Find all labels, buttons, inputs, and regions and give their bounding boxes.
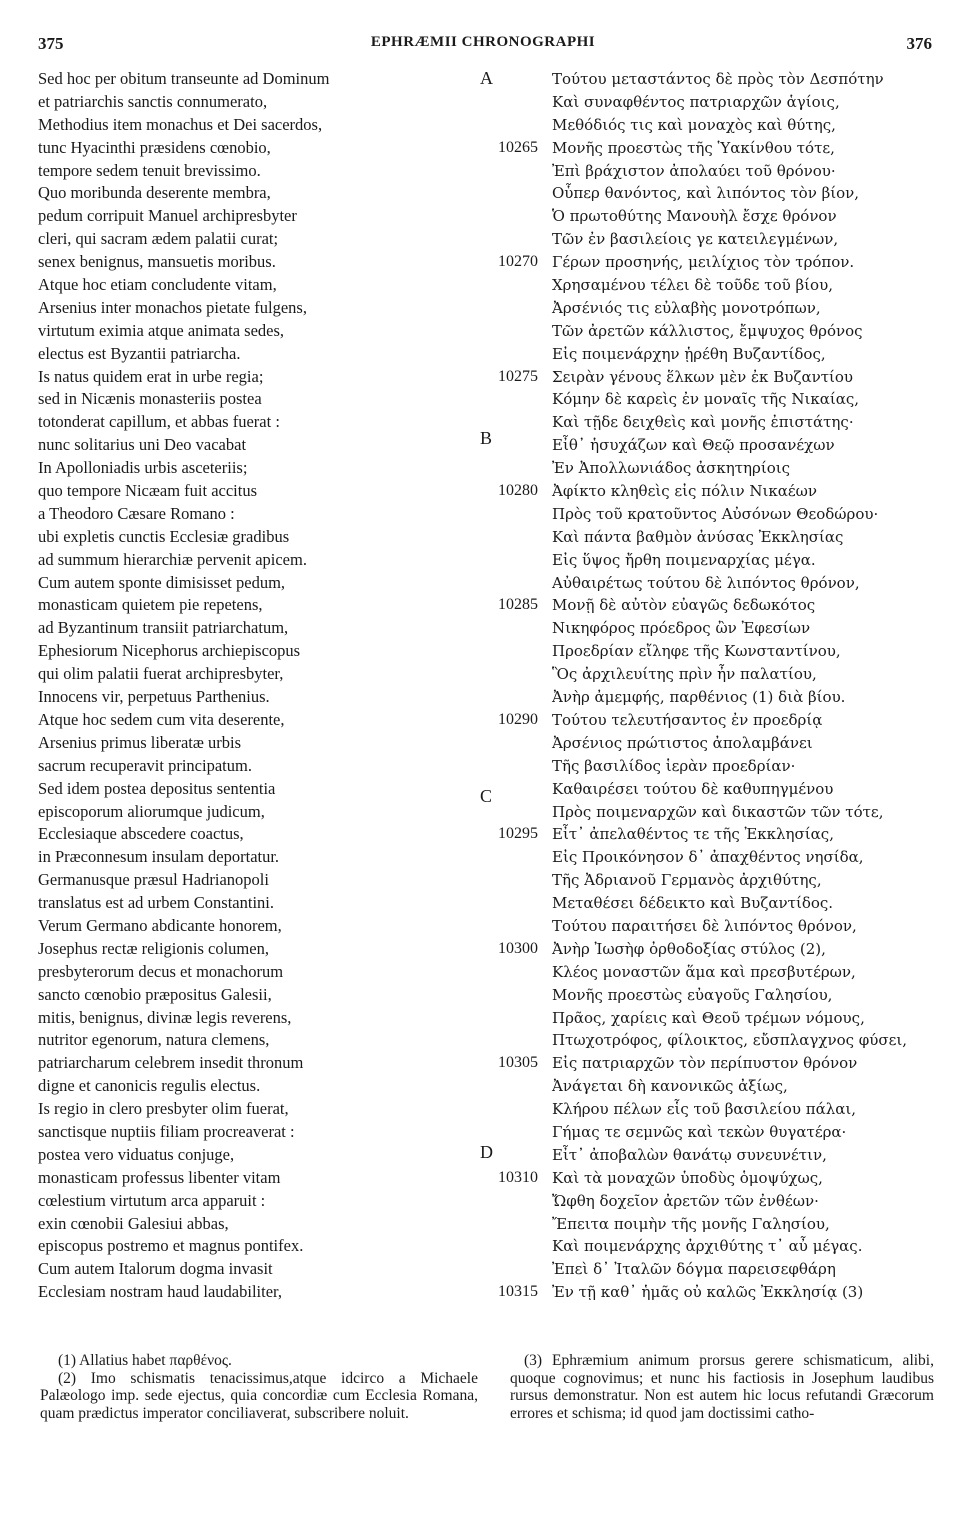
greek-verse-text: Ἐπεὶ δ᾽ Ἰταλῶν δόγμα παρεισεφθάρη — [552, 1260, 836, 1279]
latin-line: Josephus rectæ religionis columen, — [38, 938, 269, 958]
latin-line: translatus est ad urbem Constantini. — [38, 893, 275, 913]
greek-verse-text: Χρησαμένου τέλει δὲ τοῦδε τοῦ βίου, — [552, 276, 833, 295]
latin-line: Verum Germano abdicante honorem, — [38, 915, 282, 935]
latin-line: sed in Nicænis monasteriis postea — [38, 389, 262, 409]
section-marker-a: A — [480, 68, 493, 88]
running-title: EPHRÆMII CHRONOGRAPHI — [370, 34, 596, 50]
greek-line — [490, 938, 930, 961]
latin-line: Arsenius inter monachos pietate fulgens, — [38, 297, 307, 317]
latin-line: Methodius item monachus et Dei sacerdos, — [38, 114, 323, 134]
greek-verse-text: Προεδρίαν εἴληφε τῆς Κωνσταντίνου, — [552, 642, 841, 661]
greek-verse-text: Ὃς ἀρχιλευίτης πρὶν ἦν παλατίου, — [552, 665, 817, 684]
verse-number: 10280 — [498, 482, 538, 500]
greek-line — [490, 205, 930, 228]
latin-line: sanctisque nuptiis filiam procreaverat : — [38, 1121, 295, 1141]
verse-number: 10270 — [498, 253, 538, 271]
greek-verse-text: Πρὸς τοῦ κρατοῦντος Αὐσόνων Θεοδώρου· — [552, 504, 879, 523]
greek-verse-text: Κλέος μοναστῶν ἅμα καὶ πρεσβυτέρων, — [552, 962, 856, 981]
greek-verse-text: Πρὸς ποιμεναρχῶν καὶ δικαστῶν τῶν τότε, — [552, 802, 884, 821]
latin-line: a Theodoro Cæsare Romano : — [38, 503, 235, 523]
verse-number: 10290 — [498, 710, 538, 728]
greek-verse-text: Ὤφθη δοχεῖον ἀρετῶν τῶν ἐνθέων· — [552, 1191, 819, 1210]
greek-verse-text: Τούτου τελευτήσαντος ἐν προεδρίᾳ — [552, 710, 823, 729]
greek-verse-text: Τῶν ἀρετῶν κάλλιστος, ἔμψυχος θρόνος — [552, 321, 863, 340]
greek-line — [490, 709, 930, 732]
greek-verse-text: Μονῆς προεστὼς εὐαγοῦς Γαλησίου, — [552, 985, 833, 1004]
greek-line — [490, 1121, 930, 1144]
latin-line: monasticam quietem pie repetens, — [38, 595, 263, 615]
latin-line: totonderat capillum, et abbas fuerat : — [38, 412, 280, 432]
greek-verse-text: Καὶ πάντα βαθμὸν ἀνύσας Ἐκκλησίας — [552, 527, 844, 546]
greek-line — [490, 480, 930, 503]
greek-verse-text: Ἀνὴρ ἀμεμφής, παρθένιος (1) διὰ βίου. — [552, 688, 846, 707]
latin-line: et patriarchis sanctis connumerato, — [38, 91, 268, 111]
latin-line: Cum autem Italorum dogma invasit — [38, 1259, 273, 1279]
greek-line — [490, 732, 930, 755]
latin-line: ad Byzantinum transiit patriarchatum, — [38, 618, 289, 638]
greek-verse-text: Κλήρου πέλων εἷς τοῦ βασιλείου πάλαι, — [552, 1100, 856, 1119]
greek-verse-text: Πρᾶος, χαρίεις καὶ Θεοῦ τρέμων νόμους, — [552, 1008, 865, 1027]
latin-line: pedum corripuit Manuel archipresbyter — [38, 206, 297, 226]
greek-line — [490, 892, 930, 915]
greek-verse-text: Ἀρσένιός τις εὐλαβὴς μονοτρόπων, — [552, 298, 821, 317]
latin-line: ubi expletis cunctis Ecclesiæ gradibus — [38, 526, 290, 546]
greek-line — [490, 1167, 930, 1190]
latin-line: tunc Hyacinthi præsidens cœnobio, — [38, 137, 271, 157]
greek-line — [490, 778, 930, 801]
latin-line: Quo moribunda deserente membra, — [38, 183, 271, 203]
latin-line: exin cœnobii Galesiui abbas, — [38, 1213, 229, 1233]
greek-verse-text: Νικηφόρος πρόεδρος ὢν Ἐφεσίων — [552, 619, 811, 638]
greek-verse-text: Τούτου παραιτήσει δὲ λιπόντος θρόνον, — [552, 916, 857, 935]
greek-line — [490, 640, 930, 663]
verse-number: 10300 — [498, 939, 538, 957]
greek-line — [490, 961, 930, 984]
greek-verse-text: Καὶ τῇδε δειχθεὶς καὶ μονῆς ἐπιστάτης· — [552, 413, 854, 432]
greek-verse-text: Μονῆς προεστὼς τῆς Ὑακίνθου τότε, — [552, 138, 835, 157]
greek-verse-text: Εἰς πατριαρχῶν τὸν περίπυστον θρόνον — [552, 1054, 858, 1073]
footnotes-left — [40, 1352, 478, 1422]
latin-line: Cum autem sponte dimisisset pedum, — [38, 572, 286, 592]
greek-verse-text: Εἰς ὕψος ἤρθη ποιμεναρχίας μέγα. — [552, 550, 816, 569]
greek-line — [490, 1052, 930, 1075]
greek-line — [490, 1029, 930, 1052]
greek-verse-text: Αὐθαιρέτως τούτου δὲ λιπόντος θρόνον, — [552, 573, 860, 592]
greek-line — [490, 228, 930, 251]
greek-verse-text: Ὁ πρωτοθύτης Μανουὴλ ἔσχε θρόνον — [552, 207, 837, 226]
greek-verse-text: Οὗπερ θανόντος, καὶ λιπόντος τὸν βίον, — [552, 184, 860, 203]
greek-verse-text: Κόμην δὲ καρεὶς ἐν μοναῖς τῆς Νικαίας, — [552, 390, 860, 409]
latin-line: sancto cœnobio præpositus Galesii, — [38, 984, 272, 1004]
latin-line: postea vero viduatus conjuge, — [38, 1144, 235, 1164]
greek-verse-text: Εἰς ποιμενάρχην ᾑρέθη Βυζαντίδος, — [552, 344, 826, 363]
greek-line — [490, 137, 930, 160]
latin-line: Ecclesiaque abscedere coactus, — [38, 824, 244, 844]
greek-verse-text: Ἀνάγεται δὴ κανονικῶς ἀξίως, — [552, 1077, 788, 1096]
greek-line — [490, 526, 930, 549]
latin-line: episcoporum aliorumque judicum, — [38, 801, 265, 821]
latin-line: virtutum eximia atque animata sedes, — [38, 320, 285, 340]
greek-verse-text: Σειρὰν γένους ἕλκων μὲν ἐκ Βυζαντίου — [552, 367, 854, 386]
greek-line — [490, 1144, 930, 1167]
latin-line: Arsenius primus liberatæ urbis — [38, 732, 242, 752]
greek-verse-text: Καθαιρέσει τούτου δὲ καθυπηγμένου — [552, 779, 834, 798]
latin-line: digne et canonicis regulis electus. — [38, 1076, 261, 1096]
greek-verse-text: Γήμας τε σεμνῶς καὶ τεκὼν θυγατέρα· — [552, 1122, 847, 1141]
latin-line: Sed hoc per obitum transeunte ad Dominum — [38, 69, 330, 88]
latin-line: qui olim palatii fuerat archipresbyter, — [38, 664, 284, 684]
section-marker-c: C — [480, 786, 493, 806]
greek-line — [490, 1281, 930, 1304]
greek-verse-text: Γέρων προσηνής, μειλίχιος τὸν τρόπον. — [552, 253, 855, 272]
greek-verse-text: Ἐν τῇ καθ᾽ ἡμᾶς οὐ καλῶς Ἐκκλησίᾳ (3) — [552, 1283, 864, 1302]
latin-line: nunc solitarius uni Deo vacabat — [38, 435, 247, 455]
greek-line — [490, 434, 930, 457]
greek-line — [490, 411, 930, 434]
section-marker-d: D — [480, 1142, 493, 1162]
greek-line — [490, 297, 930, 320]
greek-line — [490, 366, 930, 389]
greek-line — [490, 388, 930, 411]
greek-line — [490, 68, 930, 91]
verse-number: 10310 — [498, 1168, 538, 1186]
greek-verse-text: Πτωχοτρόφος, φίλοικτος, εὔσπλαγχνος φύσει, — [552, 1031, 908, 1050]
latin-line: Atque hoc sedem cum vita deserente, — [38, 709, 285, 729]
greek-line — [490, 343, 930, 366]
footnotes-right — [510, 1352, 934, 1422]
latin-line: Ephesiorum Nicephorus archiepiscopus — [38, 641, 301, 661]
greek-verse-text: Ἀφίκτο κληθεὶς εἰς πόλιν Νικαέων — [552, 482, 818, 501]
greek-line — [490, 320, 930, 343]
verse-number: 10305 — [498, 1054, 538, 1072]
footnote-1: (1) Allatius habet παρθένος. — [58, 1352, 232, 1369]
latin-line: electus est Byzantii patriarcha. — [38, 343, 241, 363]
greek-verse-text: Μεταθέσει δέδεικτο καὶ Βυζαντίδος. — [552, 894, 834, 913]
latin-line: cœlestium virtutum arca apparuit : — [38, 1190, 266, 1210]
greek-line — [490, 549, 930, 572]
greek-line — [490, 457, 930, 480]
greek-verse-text: Ἐπὶ βράχιστον ἀπολαύει τοῦ θρόνου· — [552, 161, 836, 180]
greek-verse-text: Εἶτ᾽ ἀποβαλὼν θανάτῳ συνευνέτιν, — [552, 1145, 827, 1164]
latin-line: Sed idem postea depositus sententia — [38, 778, 276, 798]
latin-line: Is natus quidem erat in urbe regia; — [38, 366, 264, 386]
verse-number: 10285 — [498, 596, 538, 614]
greek-column — [490, 68, 930, 1304]
greek-line — [490, 1007, 930, 1030]
greek-verse-text: Ἀρσένιος πρώτιστος ἀπολαμβάνει — [552, 733, 813, 752]
greek-line — [490, 686, 930, 709]
latin-column — [38, 68, 478, 1304]
greek-line — [490, 572, 930, 595]
page-number-right: 376 — [906, 34, 932, 53]
greek-line — [490, 251, 930, 274]
greek-verse-text: Ἐν Ἀπολλωνιάδος ἀσκητηρίοις — [552, 459, 791, 478]
latin-line: cleri, qui sacram ædem palatii curat; — [38, 229, 279, 249]
greek-line — [490, 160, 930, 183]
greek-verse-text: Τούτου μεταστάντος δὲ πρὸς τὸν Δεσπότην — [552, 70, 884, 88]
greek-line — [490, 617, 930, 640]
greek-line — [490, 182, 930, 205]
latin-line: monasticam professus libenter vitam — [38, 1167, 281, 1187]
footnote-2: (2) Imo schismatis tenacissimus,atque idcirco a Michaele Palæologo imp. sede ejectus, quia concordiæ cum Ecclesia Romana, quam prædictus imperator conciliaverat, subscribere noluit. — [40, 1369, 478, 1422]
latin-line: nutritor egenorum, natura clemens, — [38, 1030, 270, 1050]
greek-verse-text: Μεθόδιός τις καὶ μοναχὸς καὶ θύτης, — [552, 115, 836, 134]
footnote-3: (3) Ephræmium animum prorsus gerere schismaticum, alibi, quoque cognovimus; et nunc his factiosis in Josephum laudibus rursus demonstratur. Non est autem hic locus refutandi Græcorum errores et schisma; id quod jam doctissimi catho- — [510, 1352, 934, 1422]
greek-line — [490, 663, 930, 686]
greek-line — [490, 1258, 930, 1281]
greek-verse-text: Καὶ τὰ μοναχῶν ὑποδὺς ὁμοψύχως, — [552, 1168, 823, 1187]
page-number-left: 375 — [38, 34, 64, 53]
latin-line: quo tempore Nicæam fuit accitus — [38, 481, 258, 501]
verse-number: 10265 — [498, 138, 538, 156]
verse-number: 10315 — [498, 1283, 538, 1301]
greek-line — [490, 91, 930, 114]
greek-verse-text: Ἀνὴρ Ἰωσὴφ ὀρθοδοξίας στύλος (2), — [552, 939, 826, 958]
latin-line: senex benignus, mansuetis moribus. — [38, 252, 276, 272]
greek-line — [490, 1075, 930, 1098]
greek-verse-text: Εἶθ᾽ ἡσυχάζων καὶ Θεῷ προσανέχων — [552, 436, 835, 455]
latin-line: in Præconnesum insulam deportatur. — [38, 847, 280, 867]
greek-line — [490, 1235, 930, 1258]
greek-line — [490, 846, 930, 869]
greek-line — [490, 801, 930, 824]
greek-line — [490, 1213, 930, 1236]
greek-verse-text: Τῆς βασιλίδος ἱερὰν προεδρίαν· — [552, 756, 796, 775]
greek-line — [490, 114, 930, 137]
greek-verse-text: Τῆς Ἀδριανοῦ Γερμανὸς ἀρχιθύτης, — [552, 871, 822, 890]
latin-line: mitis, benignus, divinæ legis reverens, — [38, 1007, 292, 1027]
verse-number: 10295 — [498, 825, 538, 843]
greek-line — [490, 869, 930, 892]
greek-line — [490, 915, 930, 938]
latin-line: In Apolloniadis urbis asceteriis; — [38, 458, 248, 478]
section-marker-b: B — [480, 428, 493, 448]
greek-line — [490, 274, 930, 297]
latin-line: Germanusque præsul Hadrianopoli — [38, 870, 269, 890]
latin-line: tempore sedem tenuit brevissimo. — [38, 160, 261, 180]
latin-line: Is regio in clero presbyter olim fuerat, — [38, 1099, 289, 1119]
greek-line — [490, 823, 930, 846]
greek-line — [490, 984, 930, 1007]
latin-line: episcopus postremo et magnus pontifex. — [38, 1236, 304, 1256]
latin-line: patriarcharum celebrem insedit thronum — [38, 1053, 304, 1073]
greek-verse-text: Καὶ συναφθέντος πατριαρχῶν ἁγίοις, — [552, 92, 840, 111]
greek-line — [490, 755, 930, 778]
greek-line — [490, 1098, 930, 1121]
greek-line — [490, 1190, 930, 1213]
greek-verse-text: Τῶν ἐν βασιλείοις γε κατειλεγμένων, — [552, 230, 839, 249]
greek-verse-text: Μονῇ δὲ αὐτὸν εὐαγῶς δεδωκότος — [552, 596, 816, 615]
latin-line: Innocens vir, perpetuus Parthenius. — [38, 687, 270, 707]
greek-verse-text: Ἔπειτα ποιμὴν τῆς μονῆς Γαλησίου, — [552, 1214, 830, 1233]
verse-number: 10275 — [498, 367, 538, 385]
latin-line: ad summum hierarchiæ pervenit apicem. — [38, 549, 307, 569]
greek-verse-text: Καὶ ποιμενάρχης ἀρχιθύτης τ᾽ αὖ μέγας. — [552, 1237, 863, 1256]
greek-verse-text: Εἰς Προικόνησον δ᾽ ἀπαχθέντος νησίδα, — [552, 848, 864, 867]
greek-line — [490, 503, 930, 526]
latin-line: presbyterorum decus et monachorum — [38, 961, 284, 981]
latin-line: sacrum recuperavit principatum. — [38, 755, 252, 775]
greek-line — [490, 594, 930, 617]
greek-verse-text: Εἶτ᾽ ἀπελαθέντος τε τῆς Ἐκκλησίας, — [552, 825, 834, 844]
latin-line: Ecclesiam nostram haud laudabiliter, — [38, 1282, 283, 1302]
latin-line: Atque hoc etiam concludente vitam, — [38, 275, 277, 295]
